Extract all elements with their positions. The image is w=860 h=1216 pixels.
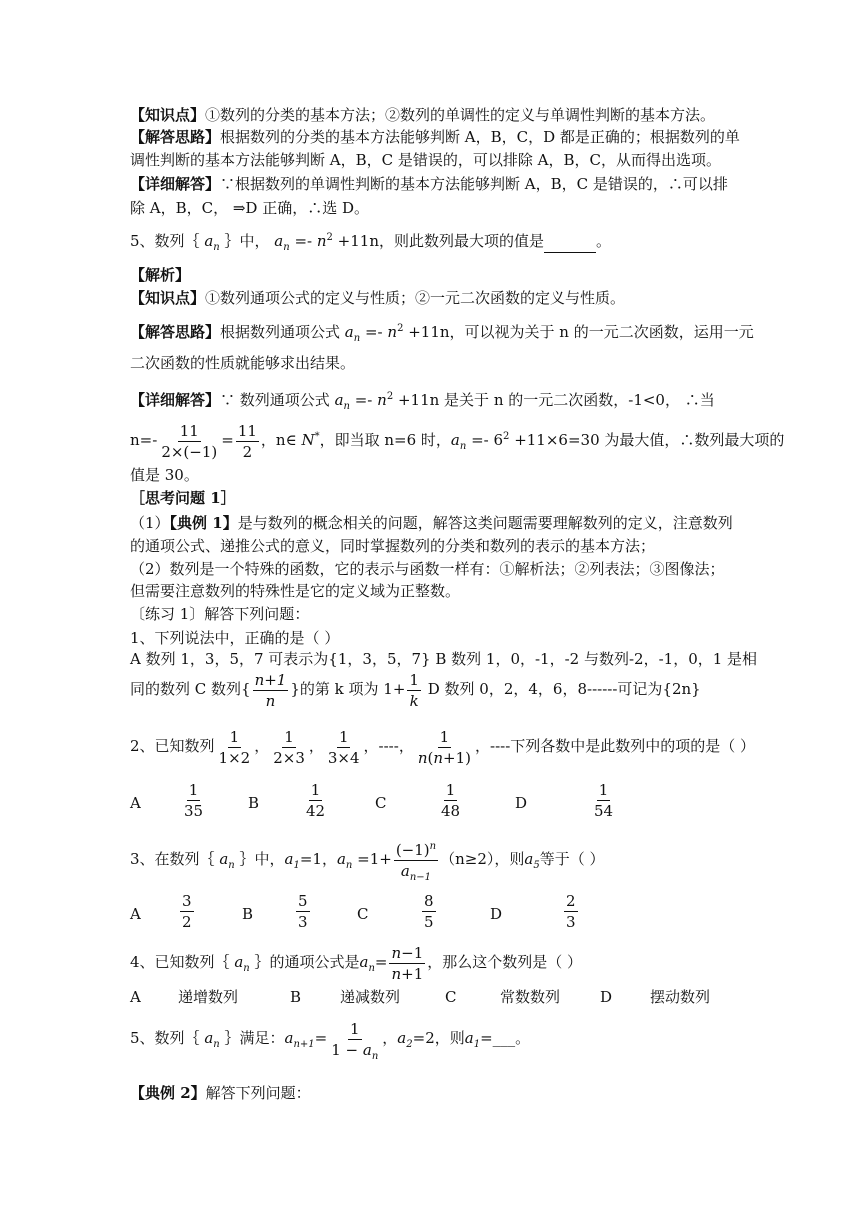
problem-1-question: 1、下列说法中，正确的是（ ） <box>130 629 340 647</box>
kp2-label: 【知识点】 <box>130 289 206 307</box>
kp1-label: 【知识点】 <box>130 106 206 124</box>
problem-3-line: 3、在数列｛ $a_n$ ｝中，$a_1=1$，$a_n =1+$ $\frac{(-1)^n}{a_{n-1}}$ （n≥2），则$a_5$等于（ ） <box>130 840 605 883</box>
option-value: $\frac{3}{2}$ <box>182 892 192 931</box>
idea1-line-2: 调性判断的基本方法能够判断 A，B，C 是错误的，可以排除 A，B，C，从而得出选项。 <box>130 151 721 169</box>
fraction: $\frac{11}{2\times(-1)}$ <box>161 421 218 461</box>
det1-line-1 <box>130 173 730 195</box>
fraction: $\frac{1}{2\times 3}$ <box>273 727 305 767</box>
option-label: C <box>375 794 387 812</box>
problem-1-line-a: A 数列 1，3，5，7 可表示为{1，3，5，7} B 数列 1，0，-1，-2 与数列-2，-1，0，1 是相 <box>130 650 758 668</box>
q5-end: 。 <box>596 232 612 250</box>
fraction: $\frac{n-1}{n+1}$ <box>391 943 424 983</box>
exercise-heading: 〔练习 1〕解答下列问题： <box>130 605 310 623</box>
det2-line-2: n=- $\frac{11}{2\times(-1)}$ = $\frac{11}{2}$ ，n∈ N*，即当取 n=6 时，$a_n =- 6^2 +11\times 6=30$ 为最大值，∴数列最大项的 <box>130 421 785 461</box>
det2-text-a2: =- <box>349 391 378 409</box>
option-label: D <box>600 988 613 1006</box>
option-value: $\frac{1}{48}$ <box>441 781 461 820</box>
q5-pre: 5、数列｛ <box>130 232 205 250</box>
q5-tail: +11n，则此数列最大项的值是 <box>332 232 544 250</box>
det1-line-2: 除 A，B，C， ⇒D 正确，∴选 D。 <box>130 199 370 217</box>
option-value: 摆动数列 <box>650 988 711 1006</box>
idea2-line-2: 二次函数的性质就能够求出结果。 <box>130 354 356 372</box>
problem-5-line: 5、数列｛ $a_n$ ｝满足：$a_{n+1}=$ $\frac{1}{1 - a_n}$ ，$a_2=2$，则$a_1=\_\_\_$。 <box>130 1019 531 1062</box>
fraction: $\frac{1}{1 - a_n}$ <box>331 1019 379 1062</box>
problem-2-line: 2、已知数列 $\frac{1}{1\times 2}$ ， $\frac{1}{2\times 3}$ ， $\frac{1}{3\times 4}$ ，----， $\frac{1}{n(n+1)}$ ，----下列各数中是此数列中的项的是（ ） <box>130 727 756 767</box>
think1-line-1: （1）【典例 1】是与数列的概念相关的问题，解答这类问题需要理解数列的定义，注意数列 <box>130 514 733 532</box>
think2-line-2: 但需要注意数列的特殊性是它的定义域为正整数。 <box>130 582 461 600</box>
option-value: $\frac{2}{3}$ <box>566 892 576 931</box>
option-value: $\frac{1}{35}$ <box>184 781 204 820</box>
option-value: 递增数列 <box>178 988 239 1006</box>
example-2-heading: 【典例 2】解答下列问题： <box>130 1084 311 1102</box>
option-label: A <box>130 988 141 1006</box>
det1-label: 【详细解答】 <box>130 175 221 193</box>
option-value: 常数数列 <box>500 988 561 1006</box>
det2-label: 【详细解答】 <box>130 391 221 409</box>
q5-eq: =- <box>289 232 317 250</box>
think-heading: ［思考问题 1］ <box>130 489 236 507</box>
kp2-text: ①数列通项公式的定义与性质；②一元二次函数的定义与性质。 <box>205 289 626 307</box>
fraction: $\frac{n+1}{n}$ <box>254 670 287 710</box>
problem-4-line: 4、已知数列｛ $a_n$ ｝的通项公式是$a_n=$ $\frac{n-1}{n+1}$ ，那么这个数列是（ ） <box>130 943 583 983</box>
q5-line: 5、数列｛ $a_n$ ｝中， $a_n =- n^2 +11n$，则此数列最大项的值是 。 <box>130 232 612 253</box>
option-label: C <box>445 988 457 1006</box>
option-value: $\frac{5}{3}$ <box>298 892 308 931</box>
option-label: B <box>248 794 260 812</box>
fraction: $\frac{1}{1\times 2}$ <box>218 727 251 767</box>
det1-text-a: ∵根据数列的单调性判断的基本方法能够判断 A，B，C 是错误的，∴可以排 <box>220 175 728 193</box>
option-label: D <box>490 905 503 923</box>
kp1-line <box>130 104 730 126</box>
fraction: $\frac{1}{k}$ <box>409 670 419 710</box>
fraction: $\frac{1}{n(n+1)}$ <box>417 727 471 767</box>
option-value: $\frac{1}{54}$ <box>594 781 614 820</box>
idea1-text-a: 根据数列的分类的基本方法能够判断 A，B，C，D 都是正确的；根据数列的单 <box>220 128 740 146</box>
option-value: $\frac{1}{42}$ <box>306 781 326 820</box>
option-label: B <box>242 905 254 923</box>
det2-line-1: 【详细解答】∵ 数列通项公式 $a_n =- n^2 +11n$ 是关于 n 的一元二次函数，-1<0， ∴当 <box>130 391 715 412</box>
q5-mid: ｝中， <box>219 232 275 250</box>
det2-b1: n=- <box>130 431 158 449</box>
answer-blank <box>544 230 596 253</box>
idea2-text-a2: =- <box>360 323 388 341</box>
idea2-label: 【解答思路】 <box>130 323 221 341</box>
option-value: 递减数列 <box>340 988 401 1006</box>
idea1-line-1 <box>130 126 740 148</box>
option-label: D <box>515 794 528 812</box>
idea2-line-1: 【解答思路】根据数列通项公式 $a_n =- n^2 +11n$，可以视为关于 n 的一元二次函数，运用一元 <box>130 323 754 344</box>
analysis-heading: 【解析】 <box>130 266 191 284</box>
fraction: $\frac{11}{2}$ <box>237 421 257 461</box>
example1-ref: 【典例 1】 <box>169 514 238 532</box>
det2-text-a1: ∵ 数列通项公式 <box>220 391 335 409</box>
idea2-text-a1: 根据数列通项公式 <box>220 323 345 341</box>
option-label: B <box>290 988 302 1006</box>
think1-line-2: 的通项公式、递推公式的意义，同时掌握数列的分类和数列的表示的基本方法； <box>130 537 656 555</box>
fraction: $\frac{1}{3\times 4}$ <box>327 727 360 767</box>
option-label: A <box>130 905 141 923</box>
det2-line-3: 值是 30。 <box>130 466 199 484</box>
option-label: A <box>130 794 141 812</box>
option-label: C <box>357 905 369 923</box>
fraction: $\frac{(-1)^n}{a_{n-1}}$ <box>395 840 437 883</box>
problem-1-line-b: 同的数列 C 数列{ $\frac{n+1}{n}$ }的第 k 项为 1+ $\frac{1}{k}$ D 数列 0，2，4，6，8------可记为{2n} <box>130 670 701 710</box>
option-value: $\frac{8}{5}$ <box>424 892 434 931</box>
idea2-text-a3: +11n，可以视为关于 n 的一元二次函数，运用一元 <box>403 323 754 341</box>
kp1-text: ①数列的分类的基本方法；②数列的单调性的定义与单调性判断的基本方法。 <box>205 106 716 124</box>
det2-text-a3: +11n 是关于 n 的一元二次函数，-1<0， ∴当 <box>393 391 715 409</box>
think2-line-1: （2）数列是一个特殊的函数，它的表示与函数一样有：①解析法；②列表法；③图像法； <box>130 560 725 578</box>
idea1-label: 【解答思路】 <box>130 128 221 146</box>
kp2-line <box>130 287 730 309</box>
